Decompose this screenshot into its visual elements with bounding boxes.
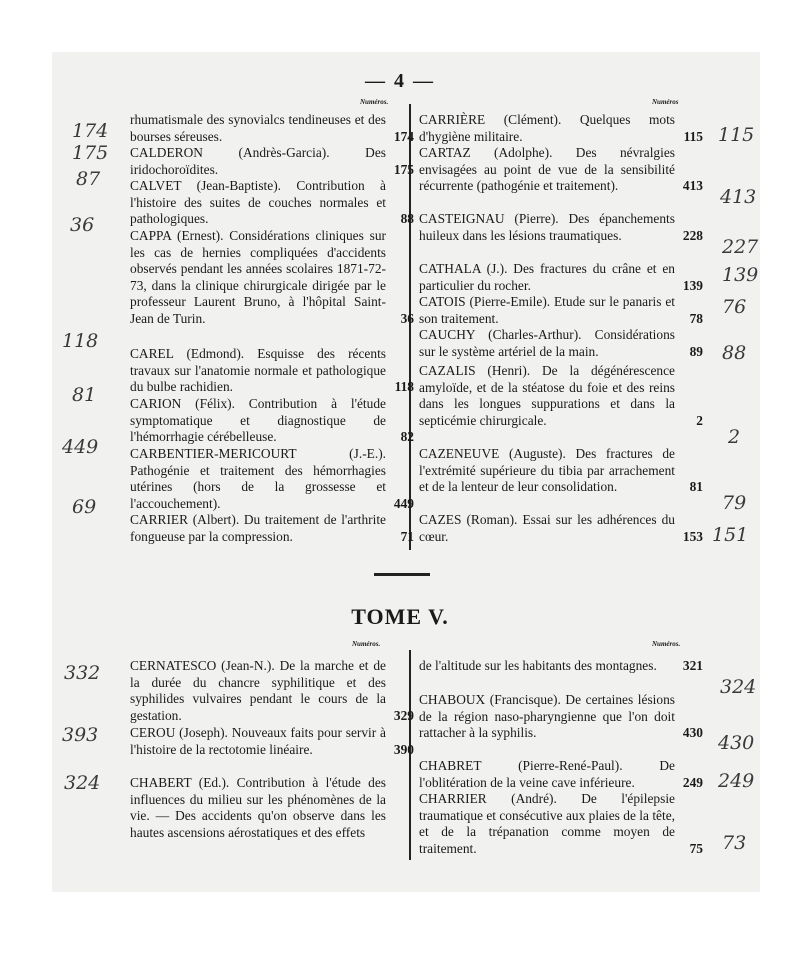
entry-number: 249	[682, 774, 703, 790]
entry-text: CAREL (Edmond). Esquisse des récents travaux sur l'anatomie normale et pathologique du bulbe rachidien.	[130, 346, 386, 394]
numeros-header-left-b: Numéros.	[352, 640, 381, 648]
entry-text: CHABRET (Pierre-René-Paul). De l'oblitération de la veine cave inférieure.	[419, 758, 675, 790]
entry-text: CALVET (Jean-Baptiste). Contribution à l'histoire des suites de couches normales et pathologiques.	[130, 178, 386, 226]
entry-text: CAZENEUVE (Auguste). Des fractures de l'extrémité supérieure du tibia par arrachement et de la lenteur de leur consolidation.	[419, 446, 675, 494]
entry-number: 75	[689, 840, 703, 856]
entry-number: 449	[393, 495, 414, 511]
entry-text: de l'altitude sur les habitants des montagnes.	[419, 658, 657, 673]
entry-number: 390	[393, 741, 414, 757]
entry-number: 321	[682, 658, 703, 673]
entry-text: CAUCHY (Charles-Arthur). Considérations sur le système artériel de la main.	[419, 327, 675, 359]
entry-text: CAPPA (Ernest). Considérations cliniques sur les cas de hernies compliquées d'accidents observés pendant les années scolaires 1871-72-73, dans la clinique chirurgicale dirigée par le professeur Laurent Bruno, à l'hôpital Saint-Jean de Turin.	[130, 228, 386, 326]
entry	[130, 658, 414, 724]
tome-heading: TOME V.	[351, 604, 449, 629]
entry	[130, 396, 414, 446]
entry-number: 175	[393, 161, 414, 177]
entry-text: CATOIS (Pierre-Emile). Etude sur le panaris et son traitement.	[419, 294, 675, 326]
margin-annotation: 88	[722, 342, 747, 364]
entry-number: 81	[689, 479, 703, 494]
margin-annotation: 430	[718, 732, 755, 754]
margin-annotation: 79	[722, 492, 747, 514]
entry-number: 82	[400, 429, 414, 444]
entry-number: 118	[394, 379, 414, 394]
entry-number: 139	[682, 277, 703, 293]
margin-annotation: 115	[718, 124, 755, 146]
margin-annotation: 413	[720, 186, 757, 208]
entry	[419, 261, 703, 294]
entry-number: 36	[400, 310, 414, 326]
margin-annotation: 227	[722, 236, 759, 258]
entry	[419, 363, 703, 429]
entry	[130, 228, 414, 327]
entry-number: 88	[400, 211, 414, 226]
entry-number: 413	[682, 178, 703, 193]
entry	[419, 758, 703, 791]
entry	[419, 512, 703, 545]
entry-text: CARION (Félix). Contribution à l'étude symptomatique et diagnostique de l'hémorrhagie cérébelleuse.	[130, 396, 386, 444]
entry	[419, 294, 703, 327]
entry	[419, 446, 703, 496]
entry-number: 2	[696, 412, 703, 428]
margin-annotation: 87	[76, 168, 101, 190]
entry	[419, 145, 703, 195]
entry-text: CARRIER (Albert). Du traitement de l'arthrite fongueuse par la compression.	[130, 512, 386, 544]
entry-number: 89	[689, 343, 703, 359]
entry-text: CAZALIS (Henri). De la dégénérescence amyloïde, et de la stéatose du foie et des reins dans les longues suppurations et dans la septicémie chirurgicale.	[419, 363, 675, 428]
entry-number: 174	[393, 128, 414, 144]
entry-text: CEROU (Joseph). Nouveaux faits pour servir à l'histoire de la rectotomie linéaire.	[130, 725, 386, 757]
margin-annotation: 449	[62, 436, 99, 458]
entry-text: CALDERON (Andrès-Garcia). Des iridochoroïdites.	[130, 145, 386, 177]
entry-text: CARRIÈRE (Clément). Quelques mots d'hygiène militaire.	[419, 112, 675, 144]
numeros-header-right: Numéros	[652, 98, 679, 106]
entry	[130, 725, 414, 758]
margin-annotation: 324	[720, 676, 757, 698]
entry-text: CERNATESCO (Jean-N.). De la marche et de la durée du chancre syphilitique et des syphilides vulvaires pendant le cours de la gestation.	[130, 658, 386, 723]
entry-text: CARBENTIER-MERICOURT (J.-E.). Pathogénie et traitement des hémorrhagies utérines (hors de la grossesse et l'accouchement).	[130, 446, 386, 511]
entry	[419, 327, 703, 360]
margin-annotation: 73	[722, 832, 747, 854]
entry-number: 153	[682, 528, 703, 544]
entry-number: 115	[683, 128, 703, 144]
margin-annotation: 174	[72, 120, 109, 142]
entry	[130, 346, 414, 396]
entry-text: CAZES (Roman). Essai sur les adhérences du cœur.	[419, 512, 675, 544]
entry-number: 329	[393, 707, 414, 723]
numeros-header-right-b: Numéros.	[652, 640, 681, 648]
entry-number: 228	[682, 227, 703, 243]
entry	[419, 112, 703, 145]
margin-annotation: 324	[64, 772, 101, 794]
margin-annotation: 151	[712, 524, 749, 546]
entry	[130, 512, 414, 545]
entry	[130, 112, 414, 145]
margin-annotation: 36	[70, 214, 95, 236]
entry	[130, 145, 414, 178]
entry	[419, 791, 703, 857]
margin-annotation: 118	[62, 330, 99, 352]
entry	[419, 658, 703, 675]
margin-annotation: 175	[72, 142, 109, 164]
page-number: — 4 —	[365, 70, 435, 92]
entry-text: rhumatismale des synovialcs tendineuses et des bourses séreuses.	[130, 112, 386, 144]
entry-number: 78	[689, 310, 703, 326]
margin-annotation: 2	[728, 426, 741, 448]
entry	[130, 775, 388, 841]
entry-text: CATHALA (J.). Des fractures du crâne et en particulier du rocher.	[419, 261, 675, 293]
entry-text: CHABERT (Ed.). Contribution à l'étude des influences du milieu sur les phénomènes de la vie. — Des accidents qu'on observe dans les hautes ascensions aérostatiques et des effets	[130, 775, 386, 840]
margin-annotation: 76	[722, 296, 747, 318]
entry-number: 430	[682, 725, 703, 740]
section-separator	[374, 573, 430, 576]
numeros-header-left: Numéros.	[360, 98, 389, 106]
margin-annotation: 249	[718, 770, 755, 792]
entry	[419, 211, 703, 244]
margin-annotation: 81	[72, 384, 97, 406]
entry	[419, 692, 703, 742]
entry-number: 71	[400, 528, 414, 544]
margin-annotation: 139	[722, 264, 759, 286]
entry-text: CASTEIGNAU (Pierre). Des épanchements huileux dans les lésions traumatiques.	[419, 211, 675, 243]
margin-annotation: 69	[72, 496, 97, 518]
margin-annotation: 393	[62, 724, 99, 746]
entry-text: CARTAZ (Adolphe). Des névralgies envisagées au point de vue de la sensibilité récurrente (pathogénie et traitement).	[419, 145, 675, 193]
entry-text: CHABOUX (Francisque). De certaines lésions de la région naso-pharyngienne que l'on doit rattacher à la syphilis.	[419, 692, 675, 740]
entry-text: CHARRIER (André). De l'épilepsie traumatique et consécutive aux plaies de la tête, et de la trépanation comme moyen de traitement.	[419, 791, 675, 856]
entry	[130, 178, 414, 228]
entry	[130, 446, 414, 512]
margin-annotation: 332	[64, 662, 101, 684]
